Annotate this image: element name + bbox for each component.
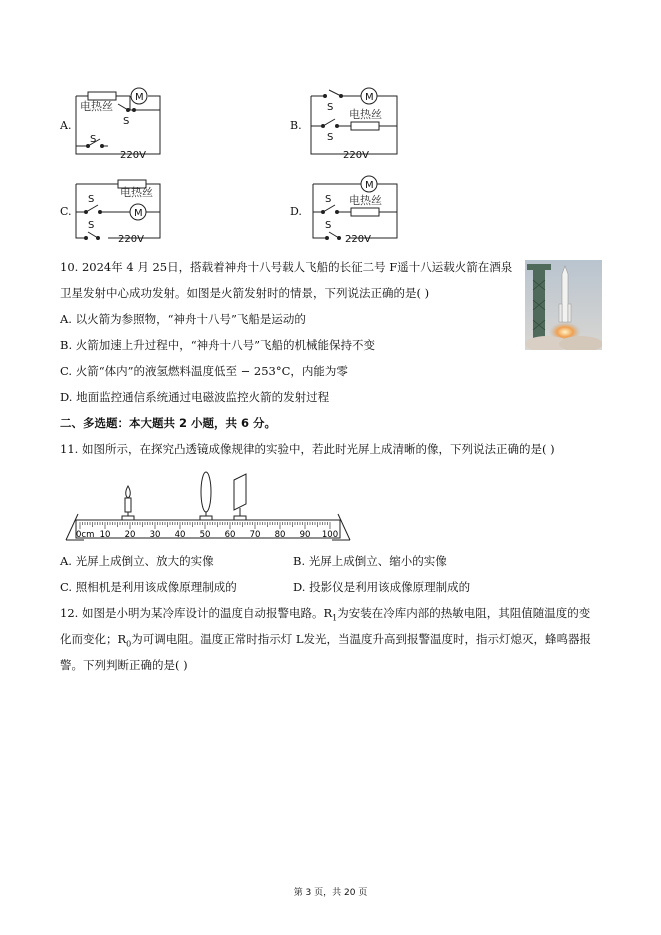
q10-option-d: D. 地面监控通信系统通过电磁波监控火箭的发射过程 [60, 390, 330, 404]
circuit-a-s2-label: S [123, 116, 130, 127]
circuit-d-heater-label: 电热丝 [349, 194, 382, 207]
rocket-launch-photo [525, 260, 602, 350]
circuit-c-s1-label: S [88, 220, 95, 231]
circuit-d-voltage: 220V [345, 234, 371, 245]
option-c-label: C. [60, 205, 72, 218]
q12-stem-line3: 警。下列判断正确的是( ) [60, 658, 188, 672]
q12-line1-rest: 为安装在冷库内部的热敏电阻，其阻值随温度的变 [337, 606, 591, 620]
page-footer: 第 3 页，共 20 页 [293, 888, 368, 898]
circuit-b-s2-label: S [327, 102, 334, 113]
q10-stem-line1: 10. 2024年 4 月 25日，搭载着神舟十八号载人飞船的长征二号 F遥十八运载火箭在酒泉 [60, 260, 513, 274]
circuit-c-s2-label: S [88, 194, 95, 205]
circuit-a-heater-label: 电热丝 [80, 100, 113, 113]
ruler-tick-label: 40 [174, 530, 186, 540]
q12-stem-line2 [60, 631, 591, 652]
circuit-c-heater-label: 电热丝 [120, 186, 153, 199]
ruler-tick-label: 10 [99, 530, 111, 540]
circuit-c-motor-label: M [134, 208, 143, 219]
ruler-tick-label: 60 [224, 530, 236, 540]
circuit-b-heater-label: 电热丝 [349, 108, 382, 121]
ruler-tick-label: 20 [124, 530, 136, 540]
circuit-d-motor-label: M [365, 180, 374, 191]
circuit-d-diagram [305, 172, 405, 250]
q12-line2-a: 化而变化；R [60, 632, 127, 646]
circuit-b-motor-label: M [365, 92, 374, 103]
circuit-a-motor-label: M [135, 92, 144, 103]
option-d-label: D. [290, 205, 302, 218]
ruler-tick-label: 30 [149, 530, 161, 540]
q11-option-c: C. 照相机是利用该成像原理制成的 [60, 580, 237, 594]
q12-line1-a: 12. 如图是小明为某冷库设计的温度自动报警电路。R [60, 606, 333, 620]
circuit-a-diagram [68, 84, 168, 162]
option-b-label: B. [290, 119, 302, 132]
ruler-unit-label: 0cm [76, 530, 95, 540]
q10-option-a: A. 以火箭为参照物，“神舟十八号”飞船是运动的 [60, 312, 306, 326]
circuit-d-s1-label: S [325, 220, 332, 231]
circuit-a-voltage: 220V [120, 150, 146, 161]
q12-line2-rest: 为可调电阻。温度正常时指示灯 L发光，当温度升高到报警温度时，指示灯熄灭，蜂鸣器报 [131, 632, 592, 646]
q11-option-a: A. 光屏上成倒立、放大的实像 [60, 554, 214, 568]
ruler-tick-label: 50 [199, 530, 211, 540]
circuit-c-voltage: 220V [118, 234, 144, 245]
circuit-c-diagram [68, 172, 168, 250]
circuit-b-diagram [305, 84, 405, 162]
ruler-tick-label: 80 [274, 530, 286, 540]
q10-stem-line2: 卫星发射中心成功发射。如图是火箭发射时的情景，下列说法正确的是( ) [60, 286, 430, 300]
ruler-tick-label: 90 [299, 530, 311, 540]
circuit-a-s1-label: S [90, 134, 97, 145]
circuit-b-s1-label: S [327, 132, 334, 143]
circuit-b-voltage: 220V [343, 150, 369, 161]
ruler-tick-label: 70 [249, 530, 261, 540]
q11-option-b: B. 光屏上成倒立、缩小的实像 [293, 554, 447, 568]
q12-line2-sub: 0 [126, 639, 132, 649]
q12-line1-sub: 1 [332, 613, 338, 623]
circuit-d-s2-label: S [325, 194, 332, 205]
optical-bench-diagram [64, 470, 354, 546]
q10-option-b: B. 火箭加速上升过程中，“神舟十八号”飞船的机械能保持不变 [60, 338, 376, 352]
ruler-tick-label: 100 [321, 530, 339, 540]
q11-option-d: D. 投影仪是利用该成像原理制成的 [293, 580, 471, 594]
q12-stem-line1 [60, 605, 590, 626]
q10-option-c: C. 火箭“体内”的液氢燃料温度低至 − 253°C，内能为零 [60, 364, 348, 378]
q11-stem: 11. 如图所示，在探究凸透镜成像规律的实验中，若此时光屏上成清晰的像，下列说法正确的是( ) [60, 442, 555, 456]
option-a-label: A. [60, 119, 72, 132]
section-2-heading: 二、多选题：本大题共 2 小题，共 6 分。 [60, 416, 277, 430]
